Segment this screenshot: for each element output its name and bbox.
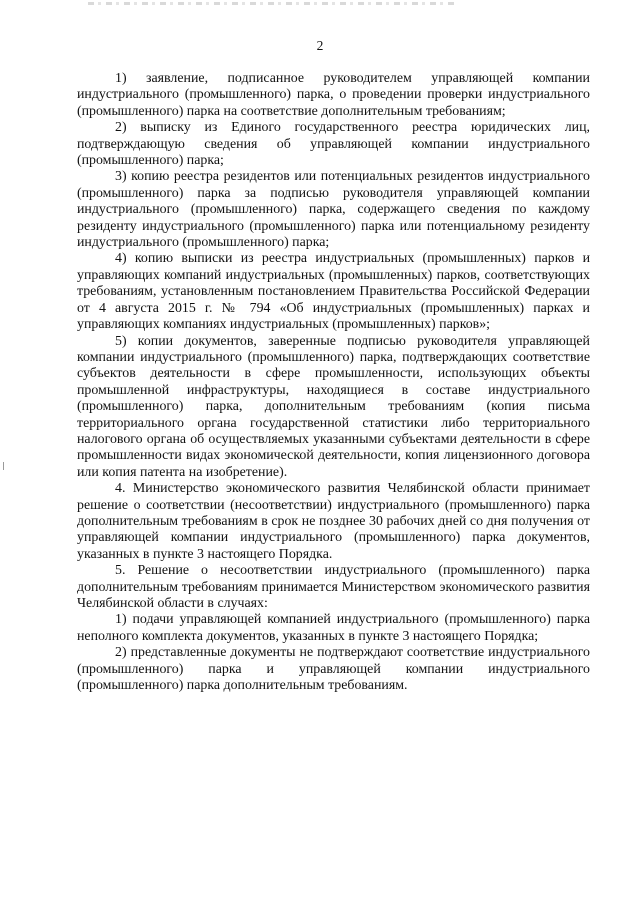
page-number: 2 [316, 38, 324, 53]
list-item-residents-register: 3) копию реестра резидентов или потенциальных резидентов индустриального (промышленного) парка за подписью руководителя управляющей компании индустриального (промышленного) парка, содержащего сведения по каждому резиденту индустриального (промышленного) парка или потенциальному резиденту индустриального (промышленного) парка; [77, 169, 590, 251]
clause-5-noncompliance: 5. Решение о несоответствии индустриального (промышленного) парка дополнительным требованиям принимается Министерством экономического развития Челябинской области в случаях: [77, 563, 590, 611]
case-documents-not-confirming: 2) представленные документы не подтверждают соответствие индустриального (промышленного) парка и управляющей компании индустриального (промышленного) парка дополнительным требованиям. [77, 645, 590, 694]
scan-artifact-top [88, 2, 458, 5]
list-item-parks-registry-copy: 4) копию выписки из реестра индустриальных (промышленных) парков и управляющих компаний индустриальных (промышленных) парков, соответствующих требованиям, установленным постановлением Правительства Российской Федерации от 4 августа 2015 г. № 794 «Об индустриальных (промышленных) парках и управляющих компаниях индустриальных (промышленных) парков»; [77, 251, 590, 333]
document-body [77, 71, 590, 694]
clause-4-decision: 4. Министерство экономического развития Челябинской области принимает решение о соответствии (несоответствии) индустриального (промышленного) парка дополнительным требованиям в срок не позднее 30 рабочих дней со дня получения от управляющей компании индустриального (промышленного) парка документов, указанных в пункте 3 настоящего Порядка. [77, 481, 590, 562]
case-incomplete-documents: 1) подачи управляющей компанией индустриального (промышленного) парка неполного комплекта документов, указанных в пункте 3 настоящего Порядка; [77, 612, 590, 644]
list-item-application: 1) заявление, подписанное руководителем управляющей компании индустриального (промышленного) парка, о проведении проверки индустриального (промышленного) парка на соответствие дополнительным требованиям; [77, 71, 590, 119]
scan-artifact-left-margin [3, 462, 4, 470]
list-item-registry-extract: 2) выписку из Единого государственного реестра юридических лиц, подтверждающую сведения об управляющей компании индустриального (промышленного) парка; [77, 120, 590, 169]
list-item-document-copies: 5) копии документов, заверенные подписью руководителя управляющей компании индустриального (промышленного) парка, подтверждающих соответствие субъектов деятельности в сфере промышленности, использующих объекты промышленной инфраструктуры, находящиеся в составе индустриального (промышленного) парка, дополнительным требованиям (копия письма территориального органа государственной статистики либо территориального налогового органа об осуществляемых указанными субъектами деятельности в сфере промышленности видах экономической деятельности, копия лицензионного договора или копия патента на изобретение). [77, 333, 590, 480]
